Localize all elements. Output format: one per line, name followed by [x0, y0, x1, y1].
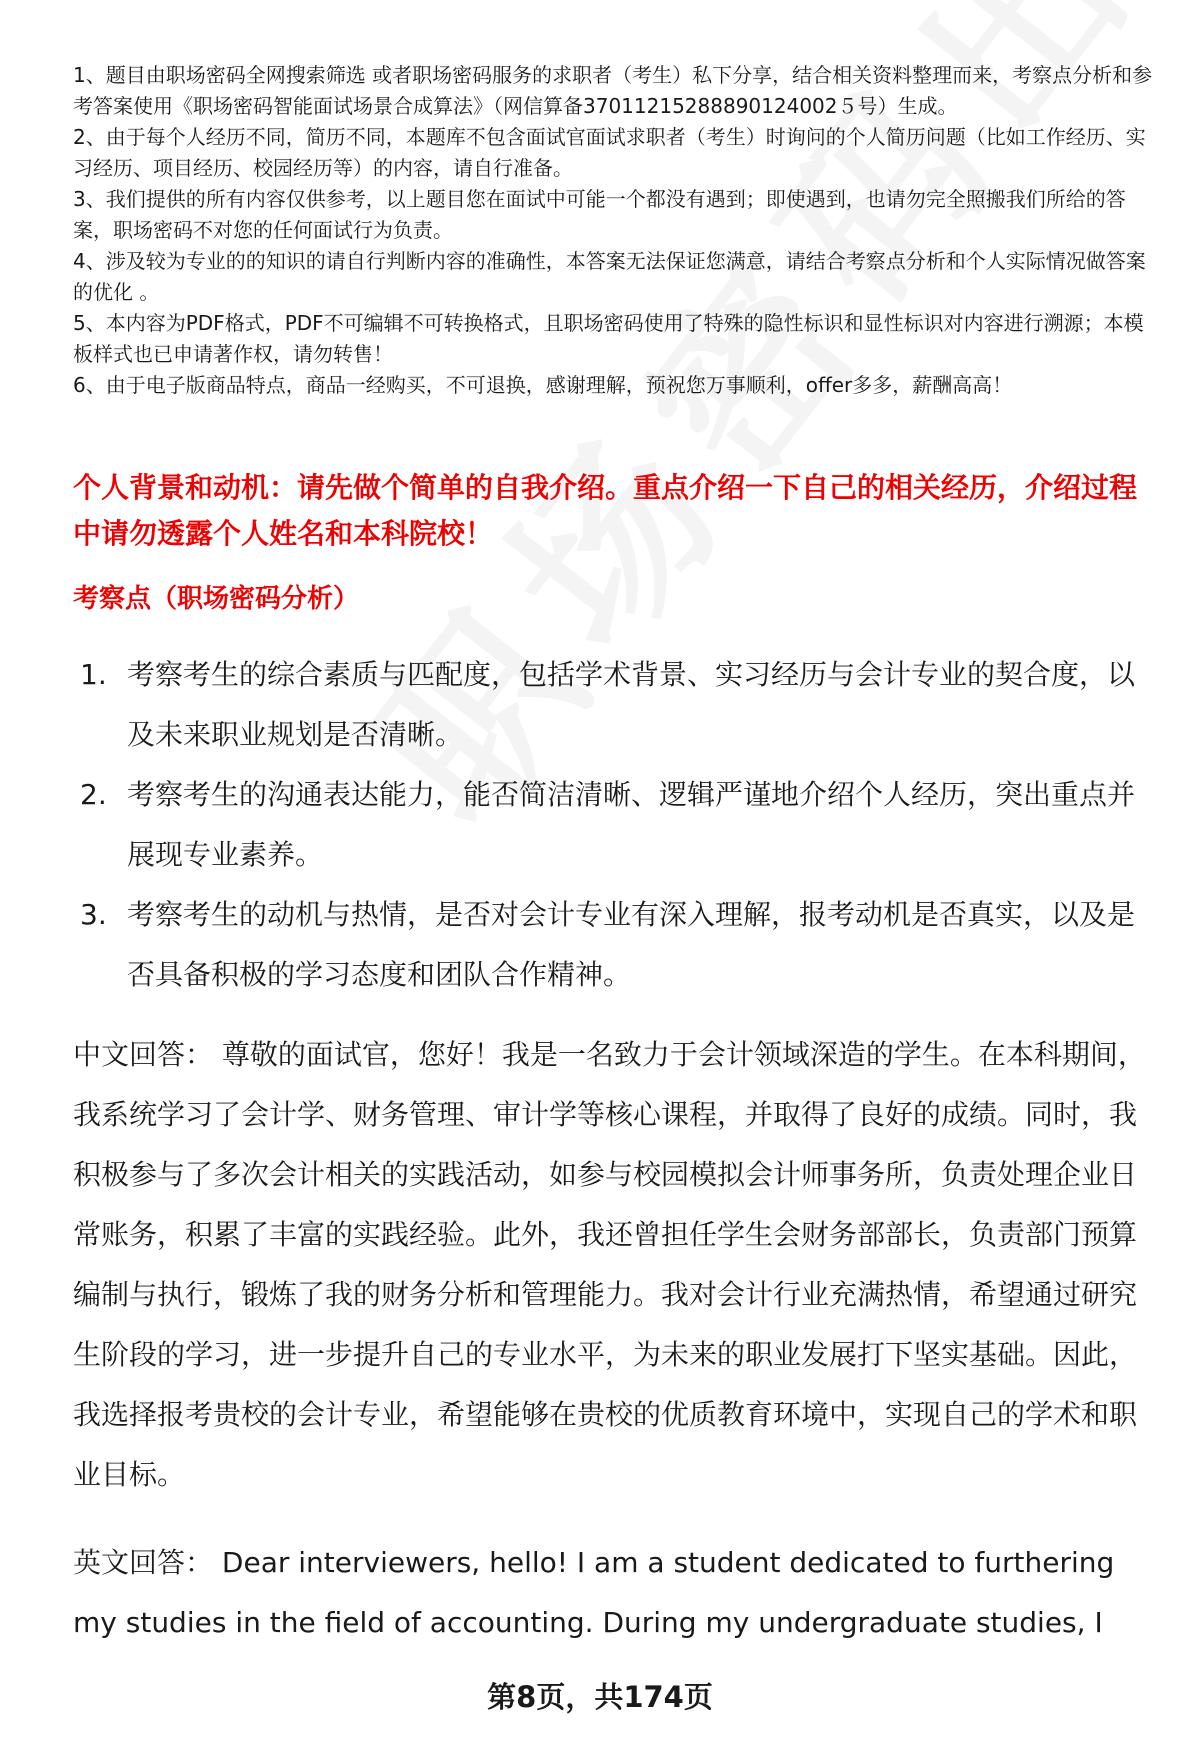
section-title: 考察点（职场密码分析）	[73, 584, 360, 614]
list-item	[80, 765, 1158, 885]
point-number: 3.	[80, 898, 107, 931]
chinese-answer: 中文回答： 尊敬的面试官，您好！我是一名致力于会计领域深造的学生。在本科期间，我系统学习了会计学、财务管理、审计学等核心课程，并取得了良好的成绩。同时，我积极参与了多次会计相关的实践活动，如参与校园模拟会计师事务所，负责处理企业日常账务，积累了丰富的实践经验。此外，我还曾担任学生会财务部部长，负责部门预算编制与执行，锻炼了我的财务分析和管理能力。我对会计行业充满热情，希望通过研究生阶段的学习，进一步提升自己的专业水平，为未来的职业发展打下坚实基础。因此，我选择报考贵校的会计专业，希望能够在贵校的优质教育环境中，实现自己的学术和职业目标。	[73, 1038, 1146, 1491]
note-2: 2、由于每个人经历不同，简历不同，本题库不包含面试官面试求职者（考生）时询问的个人简历问题（比如工作经历、实习经历、项目经历、校园经历等）的内容，请自行准备。	[73, 125, 1146, 180]
english-answer: 英文回答： Dear interviewers, hello! I am a student dedicated to furthering my studies in the field of accounting. During my undergraduate studies, I	[73, 1546, 1115, 1639]
point-text: 考察考生的沟通表达能力，能否简洁清晰、逻辑严谨地介绍个人经历，突出重点并展现专业素养。	[127, 778, 1136, 871]
point-number: 1.	[80, 658, 107, 691]
page-footer: 第8页，共174页	[487, 1680, 713, 1714]
note-6: 6、由于电子版商品特点，商品一经购买，不可退换，感谢理解，预祝您万事顺利，offer多多，薪酬高高！	[73, 373, 1013, 397]
list-item	[80, 885, 1158, 1005]
assessment-points	[80, 645, 1158, 1005]
list-item	[80, 645, 1158, 765]
note-5: 5、本内容为PDF格式，PDF不可编辑不可转换格式，且职场密码使用了特殊的隐性标识和显性标识对内容进行溯源；本模板样式也已申请著作权，请勿转售！	[73, 311, 1144, 366]
interview-question: 个人背景和动机：请先做个简单的自我介绍。重点介绍一下自己的相关经历，介绍过程中请勿透露个人姓名和本科院校！	[73, 471, 1138, 550]
note-1: 1、题目由职场密码全网搜索筛选 或者职场密码服务的求职者（考生）私下分享，结合相关资料整理而来，考察点分析和参考答案使用《职场密码智能面试场景合成算法》（网信算备37011215288890124002５号）生成。	[73, 63, 1153, 118]
disclaimer-notes	[73, 60, 1158, 401]
point-text: 考察考生的综合素质与匹配度，包括学术背景、实习经历与会计专业的契合度，以及未来职业规划是否清晰。	[127, 658, 1136, 751]
note-3: 3、我们提供的所有内容仅供参考，以上题目您在面试中可能一个都没有遇到；即使遇到，也请勿完全照搬我们所给的答案，职场密码不对您的任何面试行为负责。	[73, 187, 1126, 242]
note-4: 4、涉及较为专业的的知识的请自行判断内容的准确性，本答案无法保证您满意，请结合考察点分析和个人实际情况做答案的优化 。	[73, 249, 1146, 304]
point-number: 2.	[80, 778, 107, 811]
point-text: 考察考生的动机与热情，是否对会计专业有深入理解，报考动机是否真实，以及是否具备积极的学习态度和团队合作精神。	[127, 898, 1136, 991]
